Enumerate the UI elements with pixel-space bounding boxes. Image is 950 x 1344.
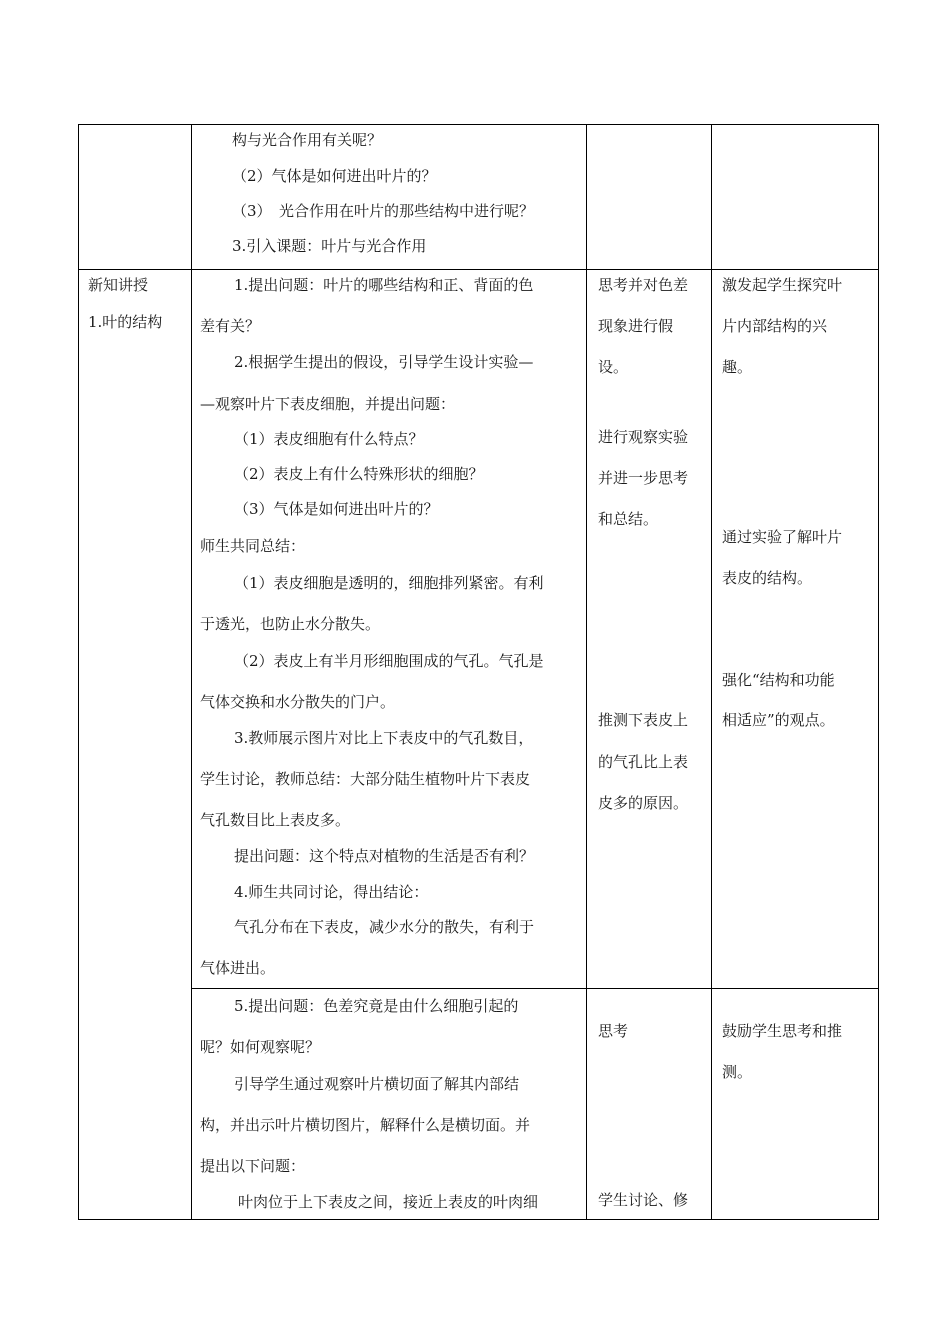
text-line: 气体进出。 bbox=[200, 959, 276, 977]
text-line: 皮多的原因。 bbox=[598, 794, 689, 812]
section-label: 1.叶的结构 bbox=[88, 313, 163, 331]
table-bottom-border bbox=[78, 1219, 879, 1220]
text-line: 师生共同总结： bbox=[200, 537, 306, 555]
text-line: （2）表皮上有半月形细胞围成的气孔。气孔是 bbox=[234, 652, 544, 670]
text-line: 相适应”的观点。 bbox=[722, 711, 835, 729]
text-line: 叶肉位于上下表皮之间，接近上表皮的叶肉细 bbox=[238, 1193, 539, 1211]
text-line: 气孔分布在下表皮，减少水分的散失，有利于 bbox=[234, 918, 535, 936]
text-line: 进行观察实验 bbox=[598, 428, 689, 446]
text-line: 思考并对色差 bbox=[598, 276, 689, 294]
text-line: （1）表皮细胞有什么特点？ bbox=[234, 430, 424, 448]
text-line: —观察叶片下表皮细胞，并提出问题： bbox=[200, 395, 456, 413]
text-line: 1.提出问题：叶片的哪些结构和正、背面的色 bbox=[234, 276, 534, 294]
text-line: 学生讨论，教师总结：大部分陆生植物叶片下表皮 bbox=[200, 770, 531, 788]
text-line: 气孔数目比上表皮多。 bbox=[200, 811, 351, 829]
text-line: 的气孔比上表 bbox=[598, 753, 689, 771]
row-divider bbox=[78, 269, 879, 270]
text-line: 2.根据学生提出的假设，引导学生设计实验— bbox=[234, 353, 534, 371]
text-line: 学生讨论、修 bbox=[598, 1191, 689, 1209]
table-top-border bbox=[78, 124, 879, 125]
text-line: 通过实验了解叶片 bbox=[722, 528, 843, 546]
text-line: （2）气体是如何进出叶片的？ bbox=[232, 167, 437, 185]
text-line: 和总结。 bbox=[598, 510, 659, 528]
text-line: 强化“结构和功能 bbox=[722, 671, 835, 689]
text-line: 5.提出问题：色差究竟是由什么细胞引起的 bbox=[234, 997, 519, 1015]
text-line: 3.教师展示图片对比上下表皮中的气孔数目， bbox=[234, 729, 534, 747]
text-line: （1）表皮细胞是透明的，细胞排列紧密。有利 bbox=[234, 574, 544, 592]
text-line: 呢？如何观察呢？ bbox=[200, 1038, 321, 1056]
text-line: 推测下表皮上 bbox=[598, 711, 689, 729]
text-line: 表皮的结构。 bbox=[722, 569, 813, 587]
text-line: 现象进行假 bbox=[598, 317, 674, 335]
text-line: 构，并出示叶片横切图片，解释什么是横切面。并 bbox=[200, 1116, 531, 1134]
table-right-border bbox=[878, 124, 879, 1220]
stage-label: 新知讲授 bbox=[88, 276, 149, 294]
text-line: 并进一步思考 bbox=[598, 469, 689, 487]
text-line: 气体交换和水分散失的门户。 bbox=[200, 693, 396, 711]
text-line: 提出问题：这个特点对植物的生活是否有利？ bbox=[234, 847, 535, 865]
text-line: 4.师生共同讨论，得出结论： bbox=[234, 883, 429, 901]
column-divider bbox=[586, 124, 587, 1220]
text-line: 构与光合作用有关呢？ bbox=[232, 131, 383, 149]
text-line: （3）气体是如何进出叶片的？ bbox=[234, 500, 439, 518]
column-divider bbox=[191, 124, 192, 1220]
text-line: 提出以下问题： bbox=[200, 1157, 306, 1175]
text-line: 思考 bbox=[598, 1022, 629, 1040]
text-line: 差有关？ bbox=[200, 317, 261, 335]
row-divider bbox=[191, 988, 879, 989]
text-line: （2）表皮上有什么特殊形状的细胞？ bbox=[234, 465, 484, 483]
text-line: 设。 bbox=[598, 358, 629, 376]
text-line: 鼓励学生思考和推 bbox=[722, 1022, 843, 1040]
text-line: 趣。 bbox=[722, 358, 753, 376]
text-line: （3） 光合作用在叶片的那些结构中进行呢？ bbox=[232, 202, 535, 220]
text-line: 测。 bbox=[722, 1063, 753, 1081]
text-line: 引导学生通过观察叶片横切面了解其内部结 bbox=[234, 1075, 520, 1093]
text-line: 3.引入课题：叶片与光合作用 bbox=[232, 237, 427, 255]
text-line: 激发起学生探究叶 bbox=[722, 276, 843, 294]
column-divider bbox=[711, 124, 712, 1220]
text-line: 于透光，也防止水分散失。 bbox=[200, 615, 381, 633]
table-left-border bbox=[78, 124, 79, 1220]
text-line: 片内部结构的兴 bbox=[722, 317, 828, 335]
